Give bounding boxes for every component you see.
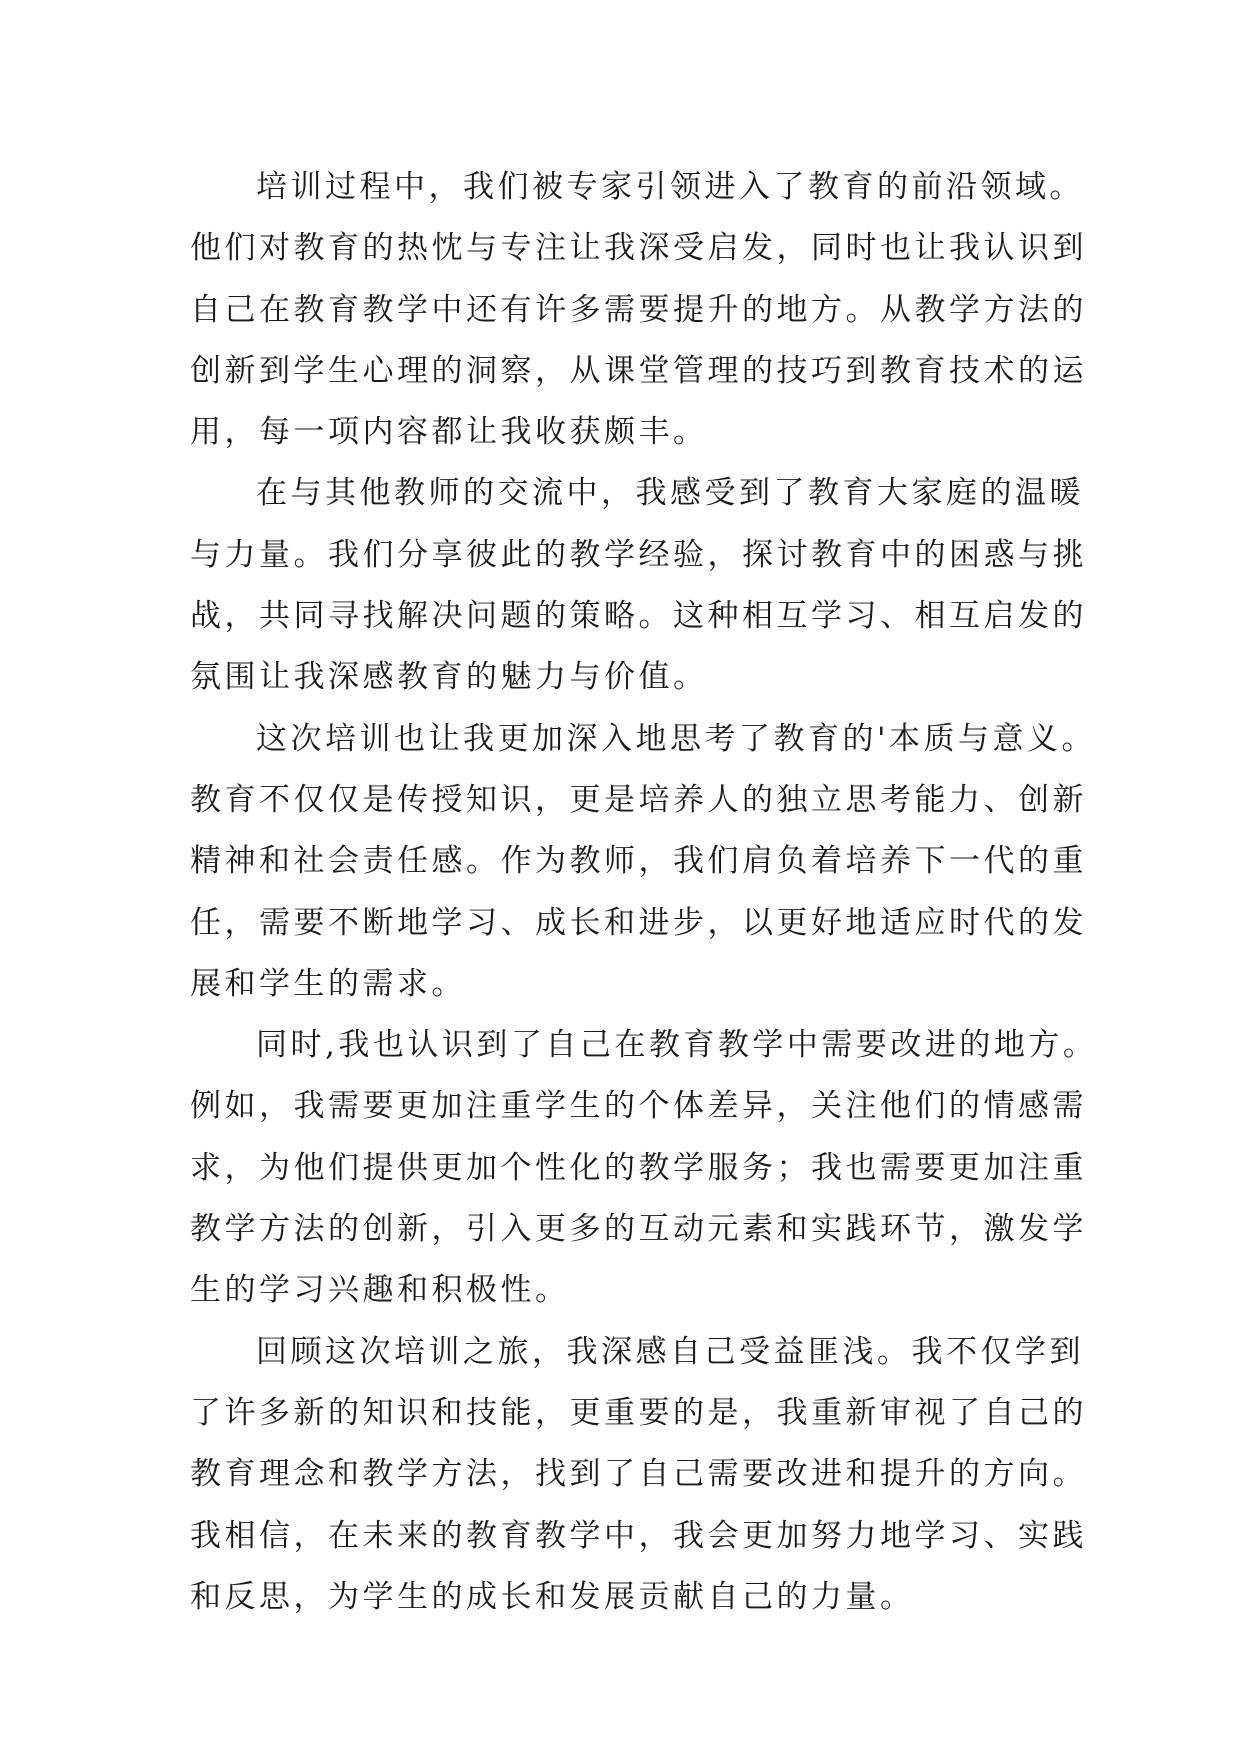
text-line: 这次培训也让我更加深入地思考了教育的'本质与意义。 bbox=[256, 720, 1097, 757]
text-line: 在与其他教师的交流中，我感受到了教育大家庭的温暖 bbox=[256, 475, 1084, 512]
text-line: 例如，我需要更加注重学生的个体差异，关注他们的情感需 bbox=[190, 1088, 1087, 1125]
text-line: 他们对教育的热忱与专注让我深受启发，同时也让我认识到 bbox=[190, 230, 1087, 267]
text-line: 教学方法的创新，引入更多的互动元素和实践环节，激发学 bbox=[190, 1211, 1087, 1248]
text-line: 我相信，在未来的教育教学中，我会更加努力地学习、实践 bbox=[190, 1517, 1087, 1554]
document-body bbox=[190, 157, 1098, 1628]
text-line: 和反思，为学生的成长和发展贡献自己的力量。 bbox=[190, 1578, 915, 1615]
paragraph-3 bbox=[190, 709, 1097, 1015]
text-line: 精神和社会责任感。作为教师，我们肩负着培养下一代的重 bbox=[190, 843, 1087, 880]
text-line: 展和学生的需求。 bbox=[190, 965, 466, 1002]
text-line: 求，为他们提供更加个性化的教学服务；我也需要更加注重 bbox=[190, 1149, 1087, 1186]
text-line: 了许多新的知识和技能，更重要的是，我重新审视了自己的 bbox=[190, 1394, 1087, 1431]
text-line: 创新到学生心理的洞察，从课堂管理的技巧到教育技术的运 bbox=[190, 352, 1087, 389]
text-line: 自己在教育教学中还有许多需要提升的地方。从教学方法的 bbox=[190, 291, 1087, 328]
text-line: 教育不仅仅是传授知识，更是培养人的独立思考能力、创新 bbox=[190, 781, 1087, 818]
text-line: 回顾这次培训之旅，我深感自己受益匪浅。我不仅学到 bbox=[256, 1333, 1084, 1370]
text-line: 与力量。我们分享彼此的教学经验，探讨教育中的困惑与挑 bbox=[190, 536, 1087, 573]
text-line: 战，共同寻找解决问题的策略。这种相互学习、相互启发的 bbox=[190, 598, 1087, 635]
paragraph-4 bbox=[190, 1015, 1098, 1321]
text-line: 用，每一项内容都让我收获颇丰。 bbox=[190, 414, 708, 451]
paragraph-5 bbox=[190, 1322, 1087, 1628]
text-line: 任，需要不断地学习、成长和进步，以更好地适应时代的发 bbox=[190, 904, 1087, 941]
paragraph-2 bbox=[190, 463, 1087, 708]
text-line: 教育理念和教学方法，找到了自己需要改进和提升的方向。 bbox=[190, 1456, 1087, 1493]
text-line: 氛围让我深感教育的魅力与价值。 bbox=[190, 659, 708, 696]
text-line: 同时,我也认识到了自己在教育教学中需要改进的地方。 bbox=[256, 1027, 1098, 1064]
text-line: 生的学习兴趣和积极性。 bbox=[190, 1272, 570, 1309]
paragraph-1 bbox=[190, 157, 1087, 463]
text-line: 培训过程中，我们被专家引领进入了教育的前沿领域。 bbox=[256, 169, 1084, 205]
